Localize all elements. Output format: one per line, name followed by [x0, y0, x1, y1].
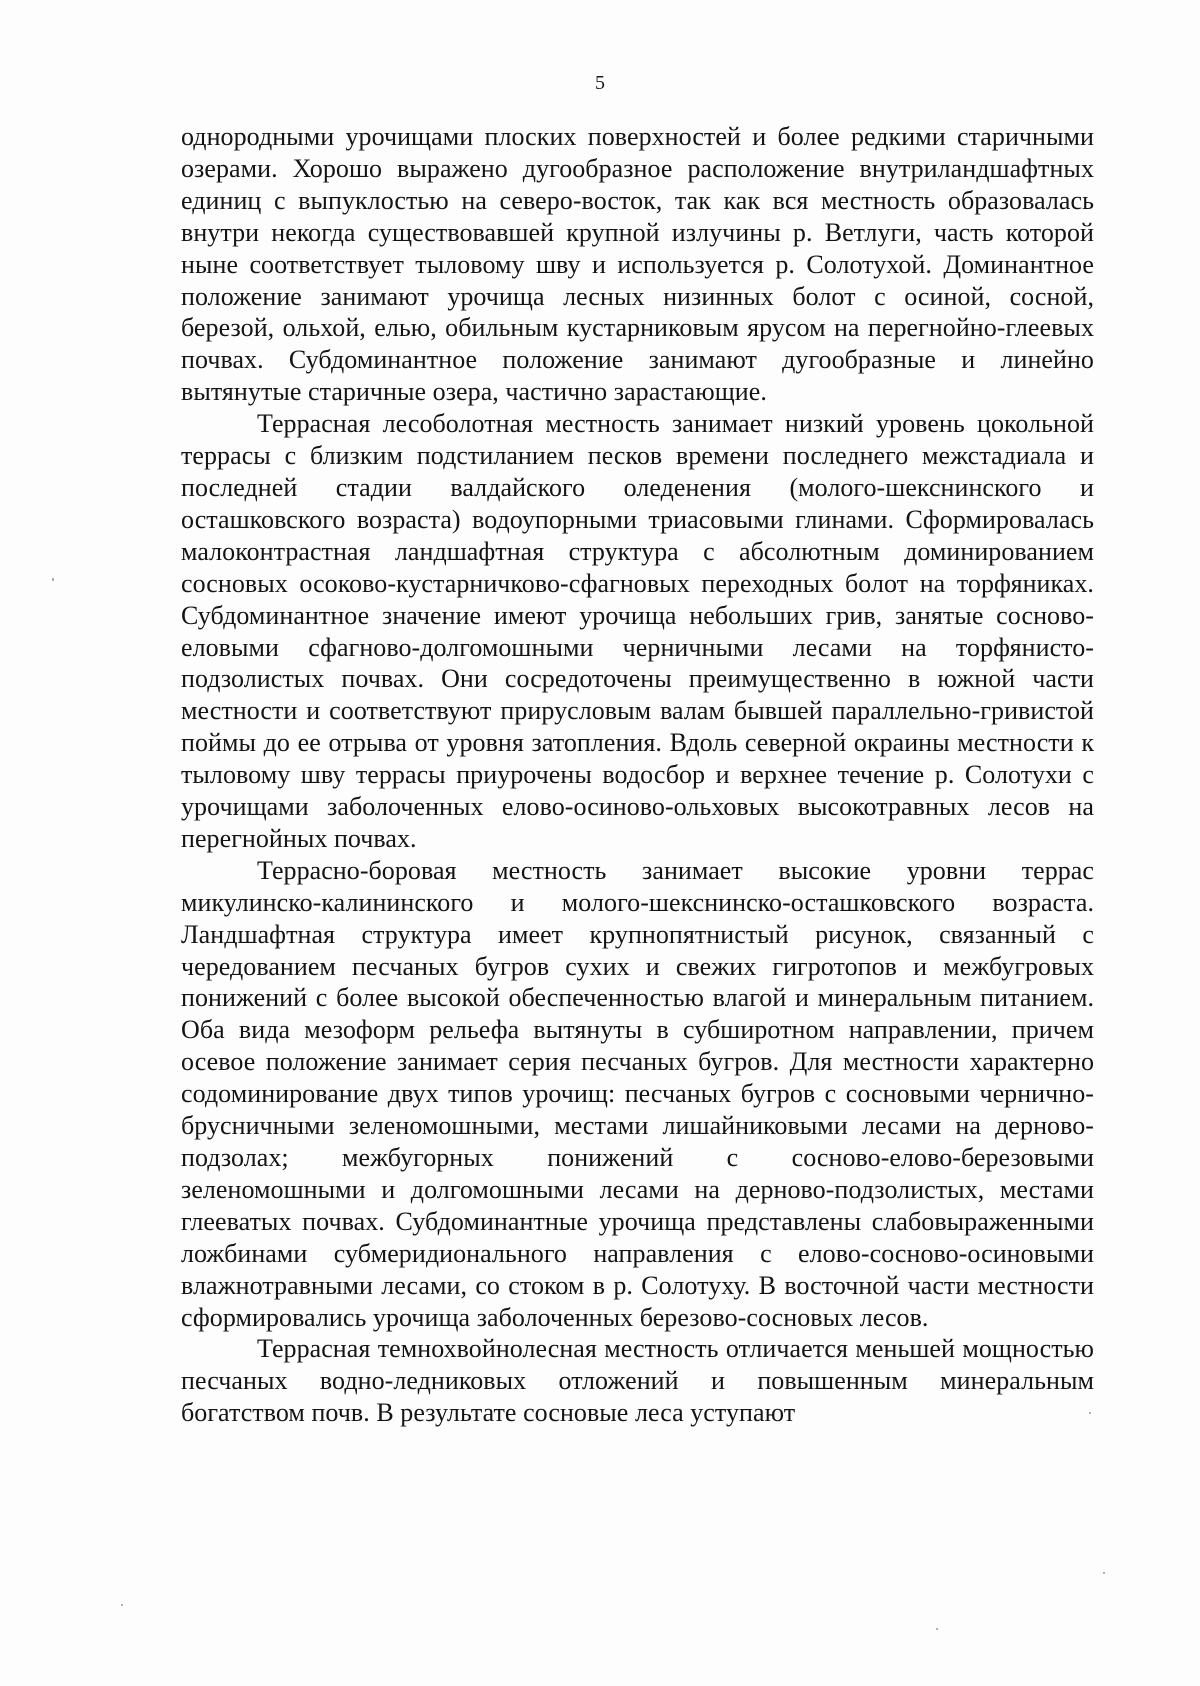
scan-speck — [1089, 1412, 1091, 1414]
scan-speck — [1103, 1572, 1105, 1574]
paragraph-continuation: однородными урочищами плоских поверхностей и более редкими старичными озерами. Хорошо выражено дугообразное расположение внутриландшафтных единиц с выпуклостью на северо-восток, так как вся местность образовалась внутри некогда существовавшей крупной излучины р. Ветлуги, часть которой ныне соответствует тыловому шву и используется р. Солотухой. Доминантное положение занимают урочища лесных низинных болот с осиной, сосной, березой, ольхой, елью, обильным кустарниковым ярусом на перегнойно-глеевых почвах. Субдоминантное положение занимают дугообразные и линейно вытянутые старичные озера, частично зарастающие. — [181, 122, 1094, 407]
scan-speck — [936, 1628, 938, 1630]
page-number: 5 — [595, 72, 605, 94]
paragraph-temnokhvoynaya: Террасная темнохвойнолесная местность отличается меньшей мощностью песчаных водно-ледниковых отложений и повышенным минеральным богатством почв. В результате сосновые леса уступают — [181, 1334, 1094, 1428]
scan-speck — [52, 578, 54, 581]
paragraph-lesobolotnaya: Террасная лесоболотная местность занимает низкий уровень цокольной террасы с близким подстиланием песков времени последнего межстадиала и последней стадии валдайского оледенения (молого-шекснинского и осташковского возраста) водоупорными триасовыми глинами. Сформировалась малоконтрастная ландшафтная структура с абсолютным доминированием сосновых осоково-кустарничково-сфагновых переходных болот на торфяниках. Субдоминантное значение имеют урочища небольших грив, занятые сосново-еловыми сфагново-долгомошными черничными лесами на торфянисто-подзолистых почвах. Они сосредоточены преимущественно в южной части местности и соответствуют прирусловым валам бывшей параллельно-гривистой поймы до ее отрыва от уровня затопления. Вдоль северной окраины местности к тыловому шву террасы приурочены водосбор и верхнее течение р. Солотухи с урочищами заболоченных елово-осиново-ольховых высокотравных лесов на перегнойных почвах. — [181, 409, 1094, 853]
document-body — [181, 121, 1094, 1429]
paragraph-borovaya: Террасно-боровая местность занимает высокие уровни террас микулинско-калининского и молого-шекснинско-осташковского возраста. Ландшафтная структура имеет крупнопятнистый рисунок, связанный с чередованием песчаных бугров сухих и свежих гигротопов и межбугровых понижений с более высокой обеспеченностью влагой и минеральным питанием. Оба вида мезоформ рельефа вытянуты в субширотном направлении, причем осевое положение занимает серия песчаных бугров. Для местности характерно содоминирование двух типов урочищ: песчаных бугров с сосновыми чернично-брусничными зеленомошными, местами лишайниковыми лесами на дерново-подзолах; межбугорных понижений с сосново-елово-березовыми зеленомошными и долгомошными лесами на дерново-подзолистых, местами глееватых почвах. Субдоминантные урочища представлены слабовыраженными ложбинами субмеридионального направления с елово-сосново-осиновыми влажнотравными лесами, со стоком в р. Солотуху. В восточной части местности сформировались урочища заболоченных березово-сосновых лесов. — [181, 855, 1094, 1332]
scan-speck — [121, 1604, 123, 1606]
